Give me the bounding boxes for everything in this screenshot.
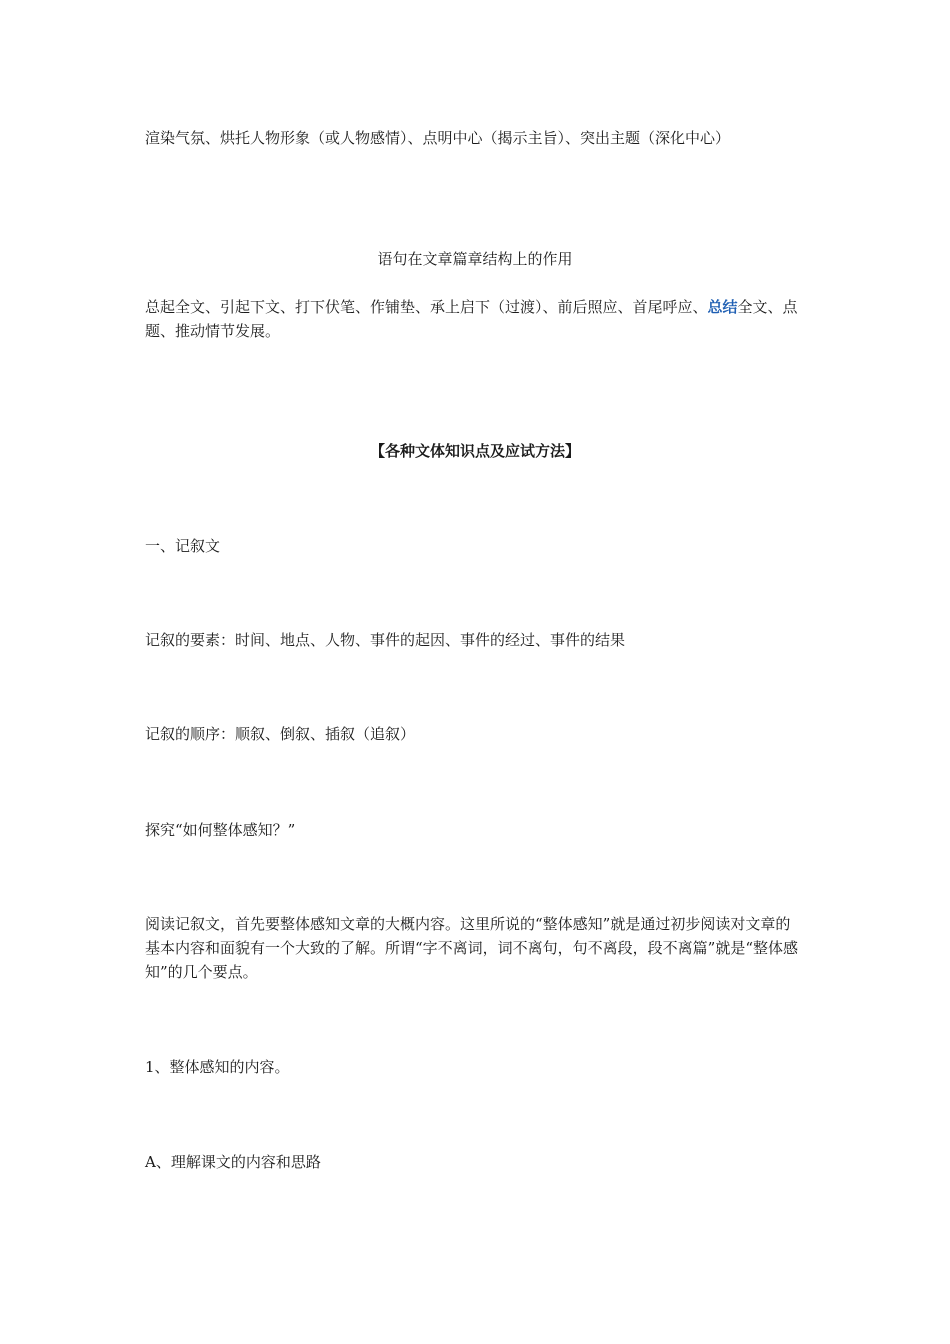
paragraph-effects: 渲染气氛、烘托人物形象（或人物感情）、点明中心（揭示主旨）、突出主题（深化中心） (145, 129, 731, 147)
paragraph-explore: 探究“如何整体感知？” (145, 821, 296, 839)
section-narrative: 一、记叙文 (145, 537, 221, 555)
paragraph-structure-functions (145, 295, 805, 343)
summary-link[interactable]: 总结 (707, 298, 738, 316)
heading-structure-role: 语句在文章篇章结构上的作用 (377, 250, 573, 268)
paragraph-narrative-elements: 记叙的要素：时间、地点、人物、事件的起因、事件的经过、事件的结果 (145, 631, 626, 649)
paragraph-text-end: 全文、点题、推动情节发展。 (145, 298, 798, 340)
list-item-a: A、理解课文的内容和思路 (145, 1153, 321, 1171)
paragraph-reading: 阅读记叙文，首先要整体感知文章的大概内容。这里所说的“整体感知”就是通过初步阅读对文章的基本内容和面貌有一个大致的了解。所谓“字不离词，词不离句，句不离段，段不离篇”就是“整体感知”的几个要点。 (145, 915, 799, 981)
heading-genres: 【各种文体知识点及应试方法】 (369, 442, 580, 460)
paragraph-narrative-order: 记叙的顺序：顺叙、倒叙、插叙（追叙） (145, 725, 416, 743)
paragraph-text-start: 总起全文、引起下文、打下伏笔、作铺垫、承上启下（过渡）、前后照应、首尾呼应、 (145, 298, 708, 316)
list-item-1: 1、整体感知的内容。 (145, 1058, 290, 1076)
